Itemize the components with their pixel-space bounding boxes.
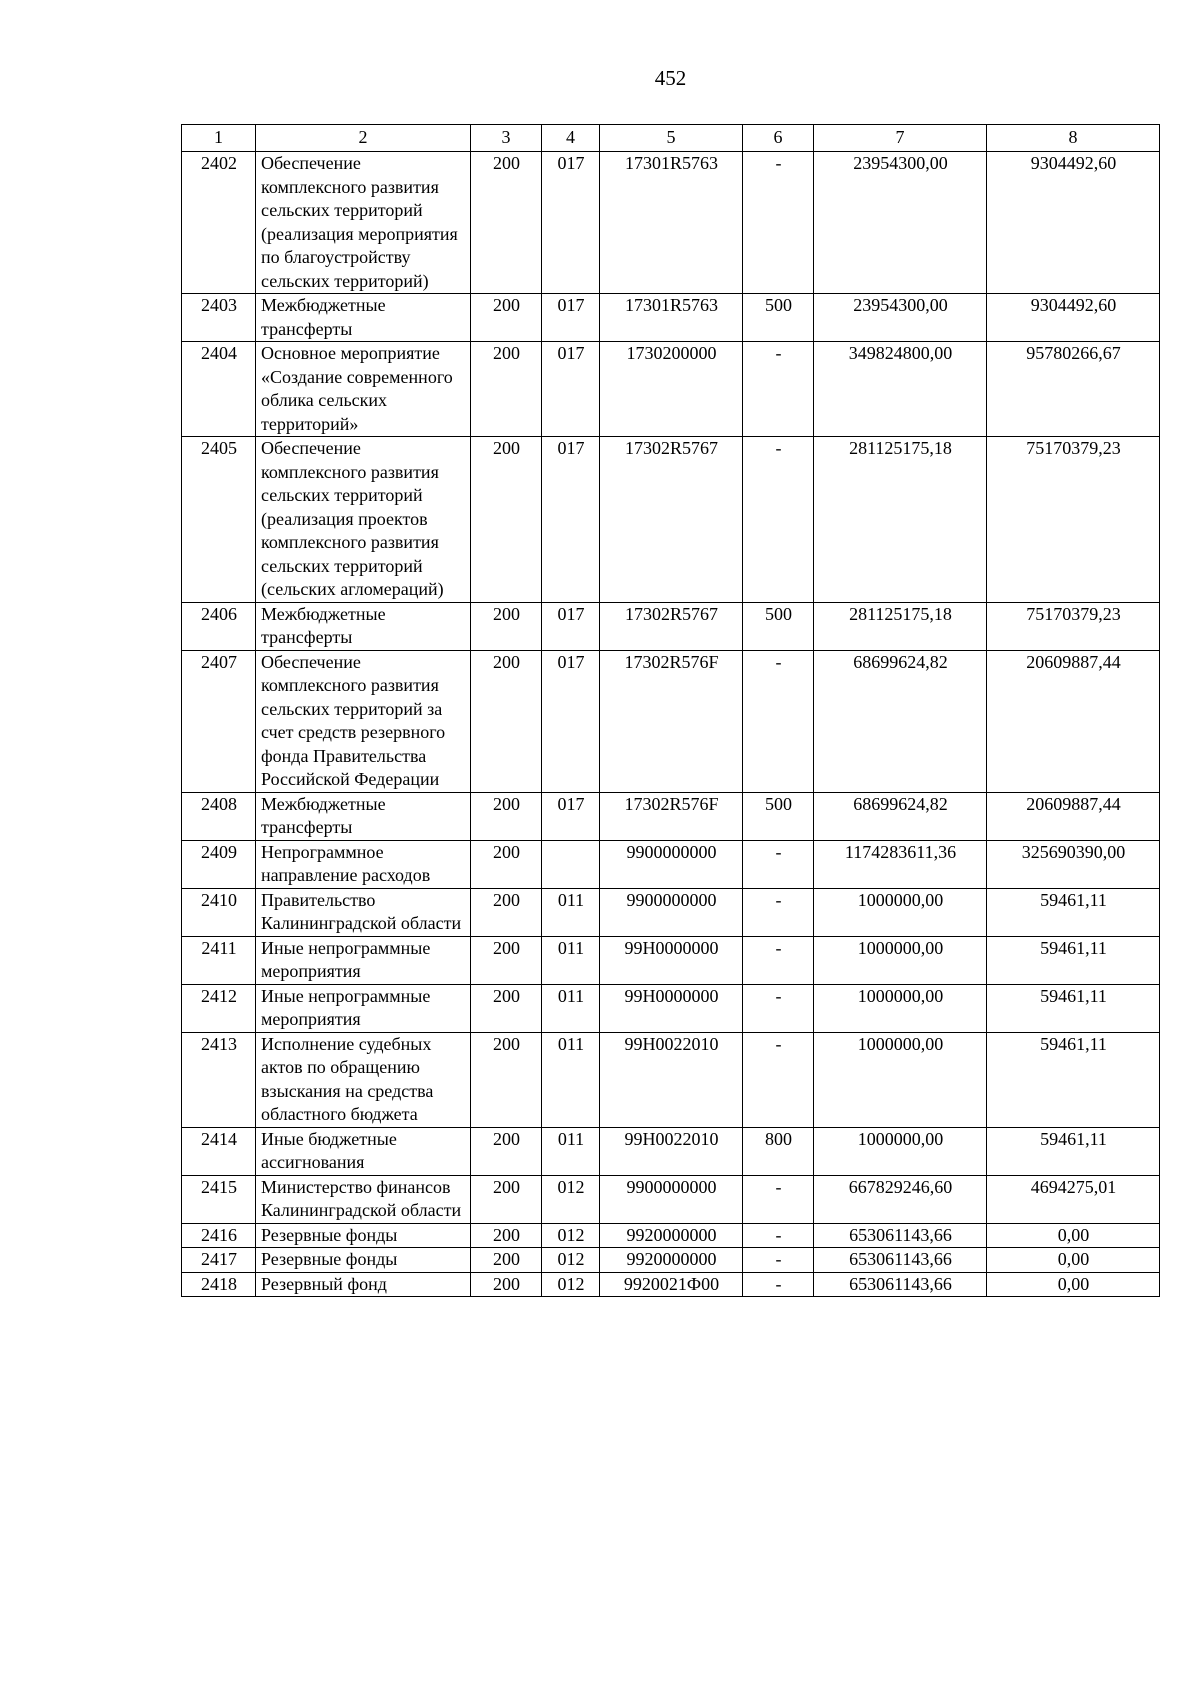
amount-8-cell: 9304492,60 (987, 152, 1160, 294)
target-code-cell: 99Н0000000 (600, 984, 743, 1032)
expense-type-cell: - (743, 1223, 814, 1248)
amount-7-cell: 349824800,00 (814, 342, 987, 437)
amount-7-cell: 23954300,00 (814, 294, 987, 342)
code-3-cell: 200 (471, 602, 542, 650)
target-code-cell: 99Н0022010 (600, 1032, 743, 1127)
row-number-cell: 2405 (182, 437, 256, 603)
code-4-cell: 017 (542, 792, 600, 840)
code-4-cell: 017 (542, 152, 600, 294)
code-3-cell: 200 (471, 650, 542, 792)
row-number-cell: 2412 (182, 984, 256, 1032)
amount-8-cell: 59461,11 (987, 1127, 1160, 1175)
expense-type-cell: - (743, 840, 814, 888)
table-row (182, 1032, 1160, 1127)
table-row (182, 152, 1160, 294)
row-number-cell: 2404 (182, 342, 256, 437)
table-row (182, 1223, 1160, 1248)
target-code-cell: 17302R576F (600, 650, 743, 792)
expense-type-cell: 800 (743, 1127, 814, 1175)
column-header-1: 1 (182, 125, 256, 152)
code-4-cell: 012 (542, 1175, 600, 1223)
table-row (182, 650, 1160, 792)
amount-7-cell: 281125175,18 (814, 437, 987, 603)
column-header-8: 8 (987, 125, 1160, 152)
code-3-cell: 200 (471, 1272, 542, 1297)
table-row (182, 936, 1160, 984)
code-4-cell: 012 (542, 1272, 600, 1297)
column-header-3: 3 (471, 125, 542, 152)
amount-7-cell: 1000000,00 (814, 1127, 987, 1175)
code-4-cell: 017 (542, 342, 600, 437)
table-row (182, 602, 1160, 650)
item-name-cell: Иные бюджетные ассигнования (256, 1127, 471, 1175)
amount-7-cell: 68699624,82 (814, 650, 987, 792)
expense-type-cell: 500 (743, 294, 814, 342)
amount-8-cell: 59461,11 (987, 936, 1160, 984)
table-row (182, 342, 1160, 437)
amount-8-cell: 0,00 (987, 1223, 1160, 1248)
column-header-2: 2 (256, 125, 471, 152)
target-code-cell: 17302R576F (600, 792, 743, 840)
expense-type-cell: - (743, 1175, 814, 1223)
row-number-cell: 2410 (182, 888, 256, 936)
amount-7-cell: 1000000,00 (814, 984, 987, 1032)
code-3-cell: 200 (471, 1127, 542, 1175)
expense-type-cell: - (743, 437, 814, 603)
amount-8-cell: 20609887,44 (987, 792, 1160, 840)
target-code-cell: 17301R5763 (600, 152, 743, 294)
code-4-cell: 011 (542, 1032, 600, 1127)
table-row (182, 1127, 1160, 1175)
amount-8-cell: 20609887,44 (987, 650, 1160, 792)
expense-type-cell: - (743, 152, 814, 294)
code-3-cell: 200 (471, 984, 542, 1032)
page-number: 452 (654, 66, 687, 90)
row-number-cell: 2403 (182, 294, 256, 342)
code-3-cell: 200 (471, 888, 542, 936)
item-name-cell: Межбюджетные трансферты (256, 792, 471, 840)
target-code-cell: 99Н0000000 (600, 936, 743, 984)
target-code-cell: 17302R5767 (600, 602, 743, 650)
column-header-5: 5 (600, 125, 743, 152)
item-name-cell: Обеспечение комплексного развития сельских территорий (реализация проектов комплексного развития сельских территорий (сельских агломераций) (256, 437, 471, 603)
amount-8-cell: 59461,11 (987, 1032, 1160, 1127)
expense-type-cell: - (743, 984, 814, 1032)
item-name-cell: Резервные фонды (256, 1223, 471, 1248)
code-4-cell: 012 (542, 1223, 600, 1248)
target-code-cell: 99Н0022010 (600, 1127, 743, 1175)
row-number-cell: 2406 (182, 602, 256, 650)
item-name-cell: Исполнение судебных актов по обращению взыскания на средства областного бюджета (256, 1032, 471, 1127)
table-row (182, 840, 1160, 888)
code-3-cell: 200 (471, 294, 542, 342)
expense-type-cell: - (743, 936, 814, 984)
amount-8-cell: 325690390,00 (987, 840, 1160, 888)
code-3-cell: 200 (471, 1248, 542, 1273)
expense-type-cell: - (743, 1248, 814, 1273)
amount-7-cell: 68699624,82 (814, 792, 987, 840)
table-row (182, 1272, 1160, 1297)
row-number-cell: 2411 (182, 936, 256, 984)
target-code-cell: 9920021Ф00 (600, 1272, 743, 1297)
row-number-cell: 2409 (182, 840, 256, 888)
item-name-cell: Обеспечение комплексного развития сельских территорий за счет средств резервного фонда Правительства Российской Федерации (256, 650, 471, 792)
amount-7-cell: 667829246,60 (814, 1175, 987, 1223)
item-name-cell: Министерство финансов Калининградской области (256, 1175, 471, 1223)
item-name-cell: Основное мероприятие «Создание современного облика сельских территорий» (256, 342, 471, 437)
target-code-cell: 9900000000 (600, 840, 743, 888)
code-3-cell: 200 (471, 342, 542, 437)
column-header-4: 4 (542, 125, 600, 152)
item-name-cell: Иные непрограммные мероприятия (256, 984, 471, 1032)
budget-table (181, 124, 1160, 1297)
code-4-cell: 011 (542, 936, 600, 984)
row-number-cell: 2408 (182, 792, 256, 840)
code-3-cell: 200 (471, 792, 542, 840)
item-name-cell: Правительство Калининградской области (256, 888, 471, 936)
row-number-cell: 2417 (182, 1248, 256, 1273)
amount-7-cell: 1000000,00 (814, 888, 987, 936)
target-code-cell: 9900000000 (600, 1175, 743, 1223)
table-body (182, 152, 1160, 1297)
row-number-cell: 2415 (182, 1175, 256, 1223)
code-4-cell: 017 (542, 437, 600, 603)
code-4-cell: 017 (542, 602, 600, 650)
table-row (182, 984, 1160, 1032)
expense-type-cell: - (743, 1272, 814, 1297)
amount-8-cell: 0,00 (987, 1272, 1160, 1297)
table-row (182, 1248, 1160, 1273)
target-code-cell: 9920000000 (600, 1223, 743, 1248)
header-row (182, 125, 1160, 152)
expense-type-cell: - (743, 1032, 814, 1127)
amount-8-cell: 9304492,60 (987, 294, 1160, 342)
code-3-cell: 200 (471, 1175, 542, 1223)
code-3-cell: 200 (471, 936, 542, 984)
amount-8-cell: 95780266,67 (987, 342, 1160, 437)
amount-8-cell: 0,00 (987, 1248, 1160, 1273)
amount-7-cell: 1174283611,36 (814, 840, 987, 888)
expense-type-cell: 500 (743, 792, 814, 840)
row-number-cell: 2416 (182, 1223, 256, 1248)
row-number-cell: 2414 (182, 1127, 256, 1175)
item-name-cell: Непрограммное направление расходов (256, 840, 471, 888)
amount-7-cell: 281125175,18 (814, 602, 987, 650)
expense-type-cell: - (743, 650, 814, 792)
code-3-cell: 200 (471, 437, 542, 603)
item-name-cell: Иные непрограммные мероприятия (256, 936, 471, 984)
expense-type-cell: 500 (743, 602, 814, 650)
row-number-cell: 2402 (182, 152, 256, 294)
code-4-cell: 012 (542, 1248, 600, 1273)
expense-type-cell: - (743, 888, 814, 936)
table-row (182, 437, 1160, 603)
amount-7-cell: 1000000,00 (814, 1032, 987, 1127)
amount-8-cell: 75170379,23 (987, 437, 1160, 603)
row-number-cell: 2418 (182, 1272, 256, 1297)
amount-7-cell: 653061143,66 (814, 1272, 987, 1297)
table-row (182, 888, 1160, 936)
target-code-cell: 17301R5763 (600, 294, 743, 342)
amount-8-cell: 59461,11 (987, 984, 1160, 1032)
row-number-cell: 2407 (182, 650, 256, 792)
amount-7-cell: 23954300,00 (814, 152, 987, 294)
row-number-cell: 2413 (182, 1032, 256, 1127)
expense-type-cell: - (743, 342, 814, 437)
amount-8-cell: 75170379,23 (987, 602, 1160, 650)
table-header (182, 125, 1160, 152)
column-header-7: 7 (814, 125, 987, 152)
code-4-cell (542, 840, 600, 888)
code-4-cell: 011 (542, 984, 600, 1032)
code-3-cell: 200 (471, 1223, 542, 1248)
table-row (182, 294, 1160, 342)
target-code-cell: 9920000000 (600, 1248, 743, 1273)
amount-7-cell: 1000000,00 (814, 936, 987, 984)
target-code-cell: 9900000000 (600, 888, 743, 936)
target-code-cell: 1730200000 (600, 342, 743, 437)
item-name-cell: Межбюджетные трансферты (256, 602, 471, 650)
table-row (182, 792, 1160, 840)
column-header-6: 6 (743, 125, 814, 152)
amount-7-cell: 653061143,66 (814, 1223, 987, 1248)
target-code-cell: 17302R5767 (600, 437, 743, 603)
code-3-cell: 200 (471, 840, 542, 888)
table-row (182, 1175, 1160, 1223)
amount-8-cell: 4694275,01 (987, 1175, 1160, 1223)
item-name-cell: Резервный фонд (256, 1272, 471, 1297)
code-4-cell: 017 (542, 294, 600, 342)
amount-7-cell: 653061143,66 (814, 1248, 987, 1273)
code-4-cell: 011 (542, 1127, 600, 1175)
item-name-cell: Межбюджетные трансферты (256, 294, 471, 342)
amount-8-cell: 59461,11 (987, 888, 1160, 936)
item-name-cell: Резервные фонды (256, 1248, 471, 1273)
code-4-cell: 011 (542, 888, 600, 936)
code-3-cell: 200 (471, 1032, 542, 1127)
item-name-cell: Обеспечение комплексного развития сельских территорий (реализация мероприятия по благоустройству сельских территорий) (256, 152, 471, 294)
code-3-cell: 200 (471, 152, 542, 294)
code-4-cell: 017 (542, 650, 600, 792)
